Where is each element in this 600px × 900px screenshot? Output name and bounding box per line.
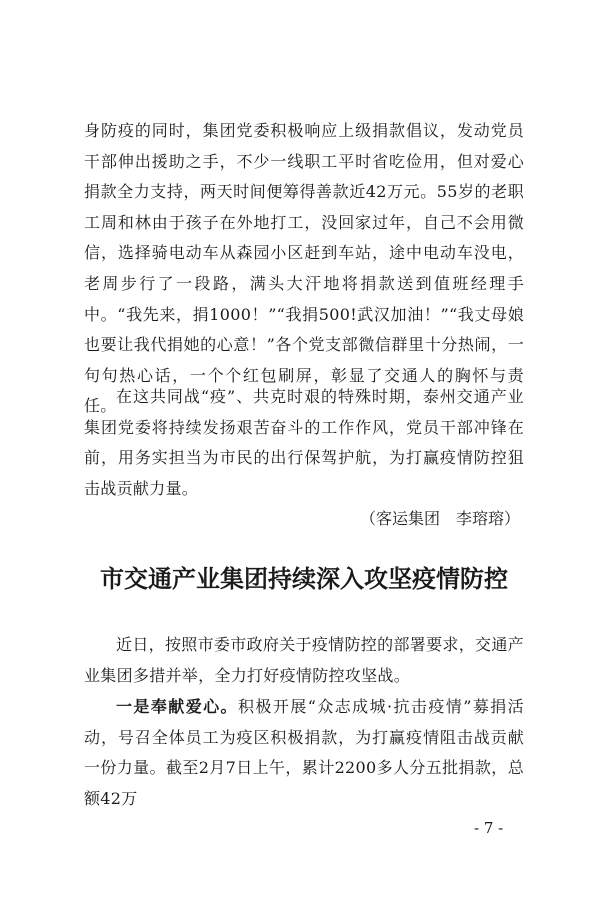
article-headline: 市交通产业集团持续深入攻坚疫情防控 bbox=[100, 565, 508, 593]
author-signature: （客运集团 李瑢瑢） bbox=[360, 509, 521, 528]
closing-paragraph: 在这共同战“疫”、共克时艰的特殊时期，泰州交通产业集团党委将持续发扬艰苦奋斗的工作作风，党员干部冲锋在前，用务实担当为市民的出行保驾护航，为打赢疫情防控狙击战贡献力量。 bbox=[84, 387, 524, 498]
intro-paragraph: 近日，按照市委市政府关于疫情防控的部署要求，交通产业集团多措并举，全力打好疫情防控攻坚战。 bbox=[84, 635, 524, 685]
point-one-text: 积极开展“众志成城·抗击疫情”募捐活动，号召全体员工为疫区积极捐款，为打赢疫情阻击战贡献一份力量。截至2月7日上午，累计2200多人分五批捐款，总额42万 bbox=[84, 697, 524, 808]
continued-paragraph: 身防疫的同时，集团党委积极响应上级捐款倡议，发动党员干部伸出援助之手，不少一线职工平时省吃俭用，但对爱心捐款全力支持，两天时间便筹得善款近42万元。55岁的老职工周和林由于孩子在外地打工，没回家过年，自己不会用微信，选择骑电动车从森园小区赶到车站，途中电动车没电，老周步行了一段路，满头大汗地将捐款送到值班经理手中。“我先来，捐1000！”“我捐500!武汉加油！”“我丈母娘也要让我代捐她的心意！”各个党支部微信群里十分热闹，一句句热心话，一个个红包刷屏，彰显了交通人的胸怀与责任。 bbox=[84, 121, 524, 416]
page-number: - 7 - bbox=[474, 819, 504, 837]
point-one-lead: 一是奉献爱心。 bbox=[116, 697, 238, 716]
point-one-paragraph bbox=[84, 692, 524, 814]
